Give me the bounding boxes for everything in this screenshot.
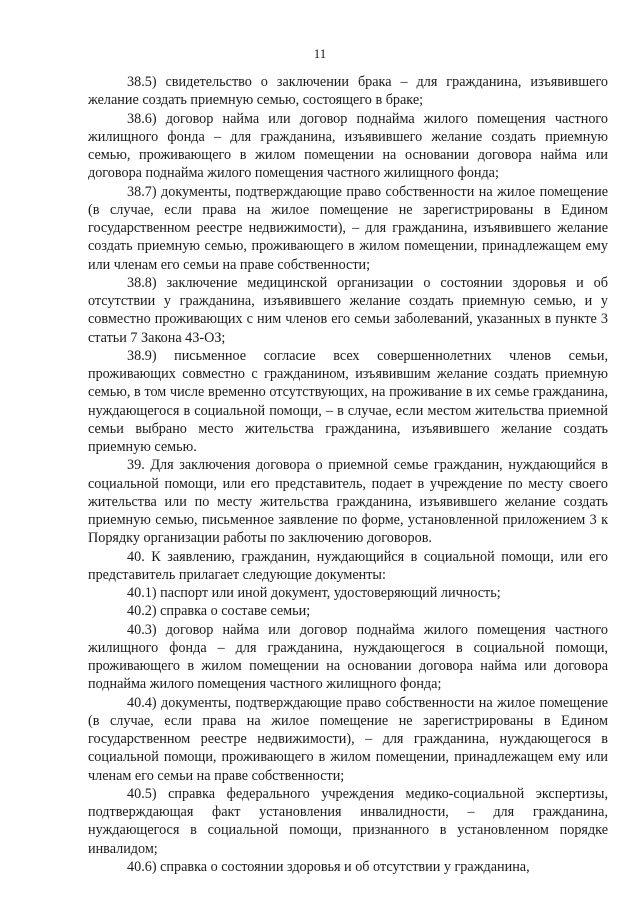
page-number: 11 xyxy=(313,46,327,61)
paragraph-38-6: 38.6) договор найма или договор поднайма жилого помещения частного жилищного фонда – для гражданина, изъявившего желание создать приемную семью, проживающего в жилом помещении на основании договора найма или договора поднайма жилого помещения частного жилищного фонда; xyxy=(88,110,608,182)
paragraph-40-1: 40.1) паспорт или иной документ, удостоверяющий личность; xyxy=(127,585,501,601)
paragraph-38-8: 38.8) заключение медицинской организации о состоянии здоровья и об отсутствии у гражданина, изъявившего желание создать приемную семью, и у совместно проживающих с ним членов его семьи заболеваний, указанных в пункте 3 статьи 7 Закона 43-ОЗ; xyxy=(88,274,608,346)
paragraph-40: 40. К заявлению, гражданин, нуждающийся в социальной помощи, или его представитель прилагает следующие документы: xyxy=(88,548,608,583)
paragraph-40-4: 40.4) документы, подтверждающие право собственности на жилое помещение (в случае, если права на жилое помещение не зарегистрированы в Едином государственном реестре недвижимости), – для гражданина, нуждающегося в социальной помощи, проживающего в жилом помещении, принадлежащем ему или членам его семьи на праве собственности; xyxy=(88,694,608,784)
paragraph-40-6: 40.6) справка о состоянии здоровья и об отсутствии у гражданина, xyxy=(127,858,530,875)
paragraph-39: 39. Для заключения договора о приемной семье гражданин, нуждающийся в социальной помощи, или его представитель, подает в учреждение по месту своего жительства или по месту жительства гражданина, изъявившего желание создать приемную семью, письменное заявление по форме, установленной приложением 3 к Порядку организации работы по заключению договоров. xyxy=(88,457,608,547)
paragraph-38-7: 38.7) документы, подтверждающие право собственности на жилое помещение (в случае, если права на жилое помещение не зарегистрированы в Едином государственном реестре недвижимости), – для гражданина, изъявившего желание создать приемную семью, проживающего в жилом помещении, принадлежащем ему или членам его семьи на праве собственности; xyxy=(88,183,608,273)
paragraph-40-5: 40.5) справка федерального учреждения медико-социальной экспертизы, подтверждающая факт установления инвалидности, – для гражданина, нуждающегося в социальной помощи, признанного в установленном порядке инвалидом; xyxy=(88,785,608,857)
paragraph-40-2: 40.2) справка о составе семьи; xyxy=(127,603,311,620)
paragraph-38-5: 38.5) свидетельство о заключении брака – для гражданина, изъявившего желание создать приемную семью, состоящего в браке; xyxy=(88,74,608,109)
paragraph-38-9: 38.9) письменное согласие всех совершеннолетних членов семьи, проживающих совместно с гражданином, изъявившим желание создать приемную семью, в том числе временно отсутствующих, на проживание в их семье гражданина, нуждающегося в социальной помощи, – в случае, если местом жительства приемной семьи выбрано место жительства гражданина, изъявившего желание создать приемную семью. xyxy=(88,347,608,455)
document-body xyxy=(88,73,608,876)
paragraph-40-3: 40.3) договор найма или договор поднайма жилого помещения частного жилищного фонда – для гражданина, нуждающегося в социальной помощи, проживающего в жилом помещении на основании договора найма или договора поднайма жилого помещения частного жилищного фонда; xyxy=(88,621,608,693)
